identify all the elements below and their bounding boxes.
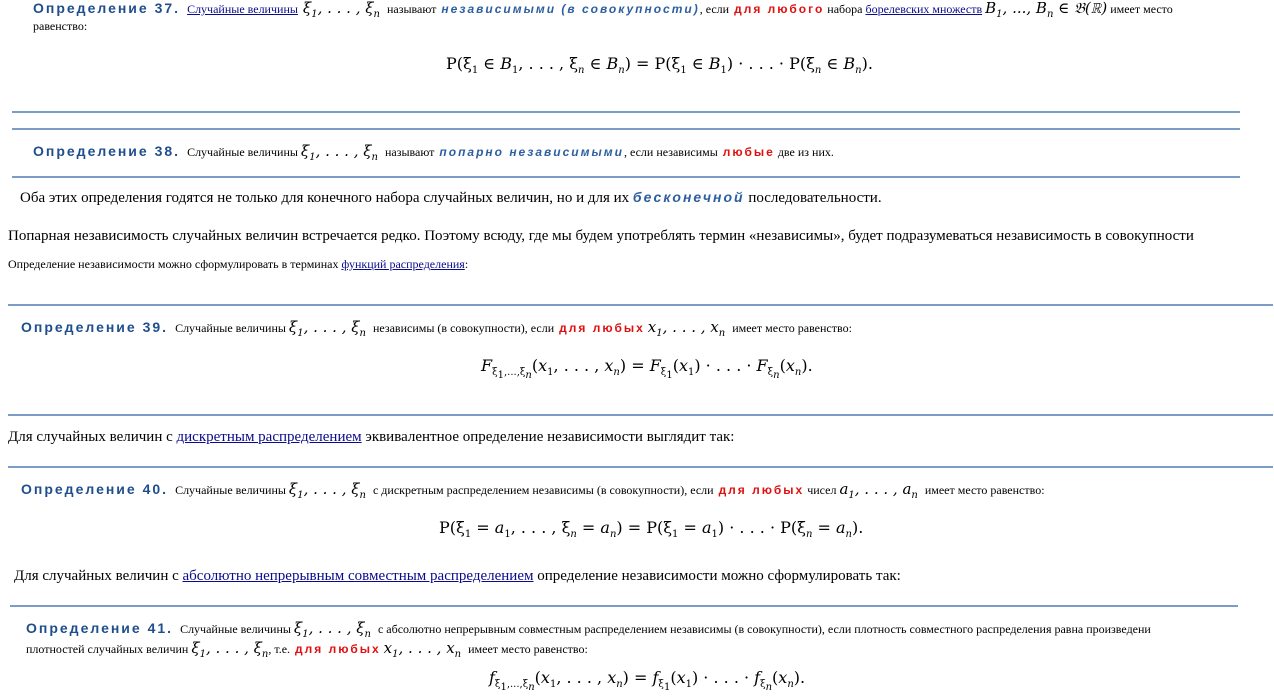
def40-vars: $\xi_1$, . . . , $\xi_n$ [288,480,366,501]
def41-formula: $f_{\xi_1,...,\xi_n}(x_1$, . . . , $x_n) = f_{\xi_1}(x_1)$ · . . . · $f_{\xi_n}(x_n)$. [489,668,806,694]
def38-line [33,142,834,167]
def37-title: Определение 37. [33,0,181,16]
def39-title: Определение 39. [21,319,169,335]
def37-formula: $P(\xi_1$ ∈ $B_1$, . . . , $\xi_n$ ∈ $B_n) = P(\xi_1$ ∈ $B_1$) · . . . · $P(\xi_n$ ∈ $B_n$). [446,54,873,77]
def37-emphasis: для любого [734,2,825,16]
def38-emphasis: любые [722,145,775,159]
divider [12,176,1240,178]
def40-line [21,479,1045,506]
divider [10,605,1238,607]
def38-text3: , если независимы [623,145,718,159]
para4-text1: Для случайных величин с [8,429,173,445]
def40-text3: чисел [807,483,837,497]
def38-title: Определение 38. [33,143,181,159]
def40-emphasis: для любых [718,483,805,497]
def37-text1: называют [386,2,437,16]
def41-vars: $\xi_1$, . . . , $\xi_n$ [293,619,371,640]
def39-text2: независимы (в совокупности), если [372,321,555,335]
def39-text3: имеет место равенство: [732,321,852,335]
def40-text4: имеет место равенство: [924,483,1045,497]
divider [8,466,1273,468]
para2: Попарная независимость случайных величин встречается редко. Поэтому всюду, где мы будем употреблять термин «независимы», будет подразумеваться независимость в совокупности [8,228,1194,244]
def41-text2: с абсолютно непрерывным совместным распределением независимы (в совокупности), если плотность совместного распределения равна произведени [377,622,1151,636]
def37-link-borel-sets[interactable]: борелевских множеств [865,2,983,16]
para5-link-abs-continuous[interactable]: абсолютно непрерывным совместным распределением [182,568,534,584]
para4-text2: эквивалентное определение независимости выглядит так: [365,429,735,445]
def41-text5: имеет место равенство: [468,642,588,656]
def40-title: Определение 40. [21,481,169,497]
para1-text1: Оба этих определения годятся не только для конечного набора случайных величин, но и для их [20,190,630,206]
divider [12,128,1240,130]
para1-term: бесконечной [632,189,745,205]
def40-text2: с дискретным распределением независимы (в совокупности), если [372,483,714,497]
def39-emphasis: для любых [559,321,645,335]
para1 [20,189,882,207]
def40-as: $a_1$, . . . , $a_n$ [839,480,918,501]
para5 [14,568,901,585]
def38-text2: называют [384,145,435,159]
def39-vars: $\xi_1$, . . . , $\xi_n$ [288,318,366,339]
divider [8,304,1273,306]
def37-text5: равенство: [33,19,88,33]
def40-formula: $P(\xi_1 = a_1$, . . . , $\xi_n = a_n) = P(\xi_1 = a_1)$ · . . . · $P(\xi_n = a_n)$. [439,518,864,541]
def39-line [21,317,852,344]
def41-title: Определение 41. [26,620,174,636]
def37-text3: набора [827,2,863,16]
para3-text1: Определение независимости можно сформулировать в терминах [8,257,339,271]
para1-text2: последовательности. [748,190,882,206]
def37-line1 [33,0,1173,23]
def37-text2: , если [699,2,730,16]
def37-term: независимыми (в совокупности) [441,2,700,16]
para3 [8,257,468,272]
def41-text1: Случайные величины [180,622,291,636]
def39-text1: Случайные величины [175,321,286,335]
def37-text4: имеет место [1110,2,1173,16]
para3-text2: : [464,257,469,271]
def41-vars2: $\xi_1$, . . . , $\xi_n$ [191,639,269,660]
def38-term: попарно независимыми [439,145,624,159]
def41-text3: плотностей случайных величин [26,642,189,656]
def39-xs: $x_1$, . . . , $x_n$ [647,318,726,339]
def39-formula: $F_{\xi_1,...,\xi_n}(x_1$, . . . , $x_n) = F_{\xi_1}(x_1)$ · . . . · $F_{\xi_n}(x_n)$. [481,356,813,382]
divider [12,111,1240,113]
para5-text2: определение независимости можно сформулировать так: [537,568,901,584]
def37-vars: $\xi_1$, . . . , $\xi_n$ [302,0,380,20]
para5-text1: Для случайных величин с [14,568,179,584]
para3-link-distribution-functions[interactable]: функций распределения [341,257,465,271]
def40-text1: Случайные величины [175,483,286,497]
divider [8,414,1273,416]
para4-link-discrete-distribution[interactable]: дискретным распределением [176,429,362,445]
def41-xs: $x_1$, . . . , $x_n$ [383,639,462,660]
def38-vars: $\xi_1$, . . . , $\xi_n$ [300,142,378,163]
def37-link-random-variables[interactable]: Случайные величины [187,2,298,16]
para4 [8,429,734,446]
def41-text4: , т.е. [268,642,291,656]
def38-text1: Случайные величины [187,145,298,159]
def37-sets: $B_1$, ..., $B_n$ ∈ 𝔅(ℝ) [985,0,1108,20]
def41-emphasis: для любых [295,642,381,656]
def38-text4: две из них. [777,145,834,159]
def41-line2 [26,638,588,665]
